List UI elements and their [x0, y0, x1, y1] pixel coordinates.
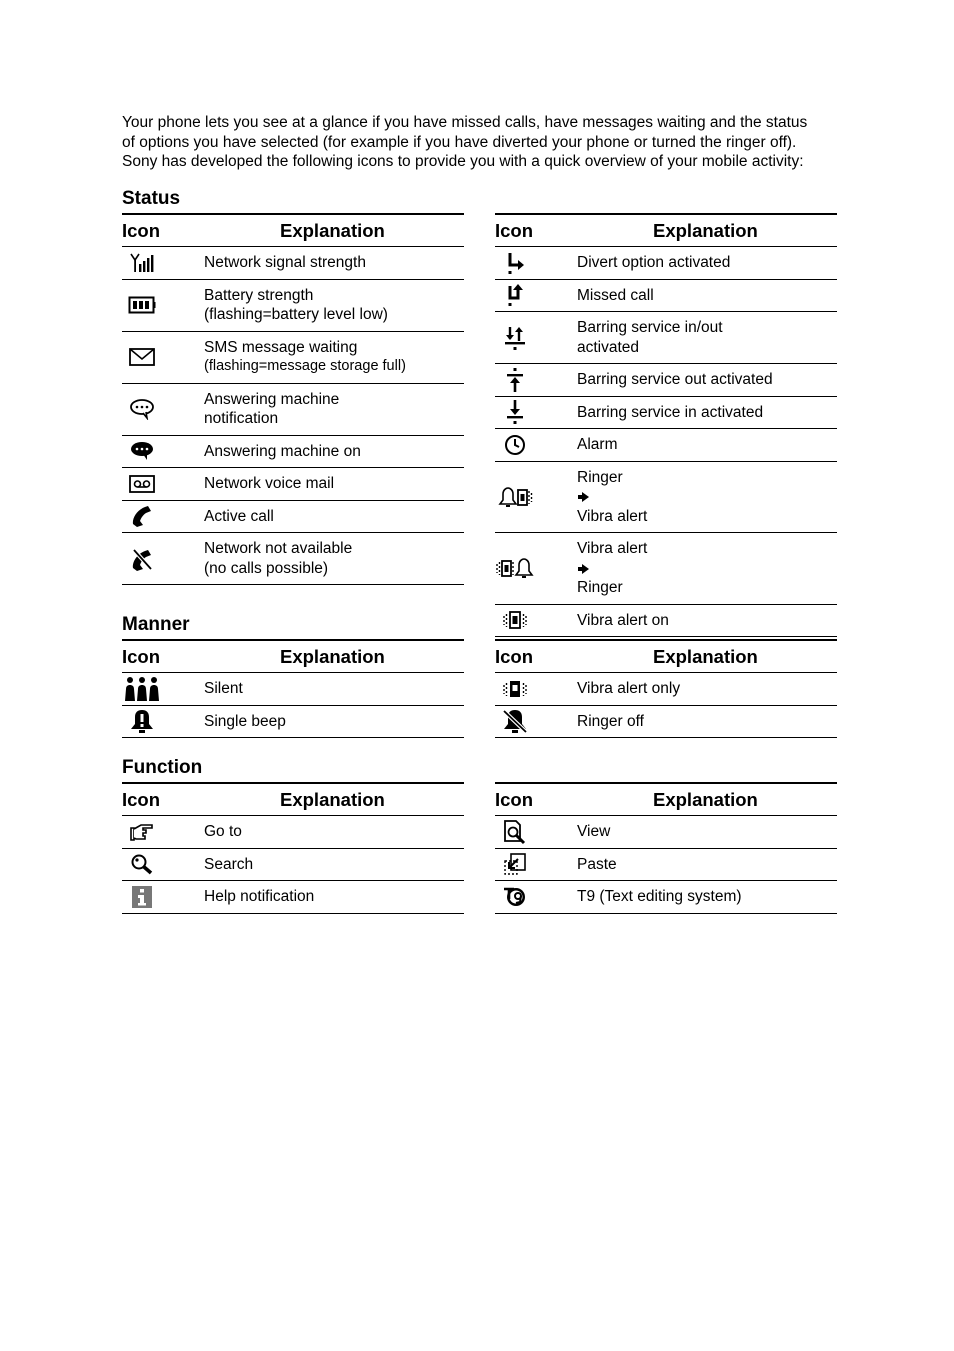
column-header-icon: Icon	[495, 640, 577, 673]
table-row	[495, 312, 837, 364]
table-row	[122, 247, 464, 280]
explanation-text: activated	[577, 338, 640, 356]
explanation-text: Network voice mail	[204, 475, 335, 492]
voicemail-icon	[122, 474, 162, 494]
t9-icon	[495, 885, 535, 909]
battery-icon	[122, 295, 162, 315]
view-document-icon	[495, 819, 535, 845]
function-table-right	[495, 782, 837, 914]
barring-out-icon	[495, 367, 535, 393]
barring-in-icon	[495, 399, 535, 425]
column-header-icon: Icon	[495, 214, 577, 247]
phone-crossed-icon	[122, 546, 162, 572]
table-row	[495, 604, 837, 637]
status-table-right	[495, 213, 837, 637]
explanation-text: Vibra alert only	[577, 680, 681, 697]
magnifier-icon	[122, 853, 162, 875]
phone-handset-icon	[122, 504, 162, 528]
table-row	[495, 461, 837, 533]
explanation-text: Go to	[204, 823, 242, 840]
explanation-text: Missed call	[577, 286, 654, 304]
explanation-text: Vibra alert Ringer	[577, 540, 648, 596]
section-title-status: Status	[122, 188, 181, 209]
paste-icon	[495, 852, 535, 876]
ringer-off-icon	[495, 708, 535, 734]
ringer-vibra-icon	[495, 485, 535, 509]
column-header-explanation: Explanation	[204, 214, 464, 247]
vibra-only-icon	[495, 677, 535, 701]
missed-call-icon	[495, 283, 535, 307]
single-beep-bell-icon	[122, 708, 162, 734]
table-row	[122, 816, 464, 849]
manner-table-left	[122, 639, 464, 738]
table-row	[495, 881, 837, 914]
column-header-explanation: Explanation	[577, 640, 837, 673]
pointing-hand-icon	[122, 821, 162, 843]
function-table-left	[122, 782, 464, 914]
vibra-ringer-icon	[495, 556, 535, 580]
column-header-icon: Icon	[122, 783, 204, 816]
intro-paragraph	[122, 113, 842, 172]
explanation-text: Battery strength	[204, 286, 314, 304]
table-row	[122, 848, 464, 881]
speech-bubble-filled-icon	[122, 440, 162, 462]
column-header-explanation: Explanation	[204, 640, 464, 673]
intro-line: of options you have selected (for example if you have diverted your phone or turned the ringer off).	[122, 133, 797, 151]
column-header-icon: Icon	[122, 214, 204, 247]
section-title-manner: Manner	[122, 614, 190, 635]
arrow-right-icon	[582, 564, 589, 574]
table-row	[122, 435, 464, 468]
intro-line: Your phone lets you see at a glance if you have missed calls, have messages waiting and the status	[122, 114, 808, 131]
divert-icon	[495, 251, 535, 275]
explanation-text: Silent	[204, 680, 243, 697]
signal-strength-icon	[122, 252, 162, 274]
column-header-explanation: Explanation	[204, 783, 464, 816]
explanation-text: Barring service in activated	[577, 403, 764, 421]
explanation-text: Paste	[577, 855, 617, 873]
explanation-text: Barring service in/out	[577, 319, 723, 336]
section-title-function: Function	[122, 757, 203, 778]
arrow-right-icon	[582, 492, 589, 502]
intro-line: Sony has developed the following icons to provide you with a quick overview of your mobile activity:	[122, 153, 804, 170]
column-header-icon: Icon	[122, 640, 204, 673]
explanation-text: SMS message waiting	[204, 338, 358, 356]
table-row	[122, 500, 464, 533]
table-row	[122, 468, 464, 501]
info-icon	[122, 885, 162, 909]
column-header-explanation: Explanation	[577, 214, 837, 247]
table-row	[122, 279, 464, 331]
alarm-clock-icon	[495, 433, 535, 457]
table-row	[495, 279, 837, 312]
explanation-text: Ringer Vibra alert	[577, 468, 648, 525]
barring-in-out-icon	[495, 325, 535, 351]
status-table-left	[122, 213, 464, 585]
explanation-text: Vibra alert on	[577, 611, 669, 629]
vibra-icon	[495, 608, 535, 632]
explanation-text: Network not available	[204, 540, 353, 557]
table-row	[495, 848, 837, 881]
explanation-text: Barring service out activated	[577, 371, 773, 388]
table-row	[495, 533, 837, 605]
envelope-icon	[122, 347, 162, 367]
explanation-text: Help notification	[204, 888, 315, 905]
manner-table-right	[495, 639, 837, 738]
explanation-text: Single beep	[204, 712, 286, 730]
explanation-text: (no calls possible)	[204, 559, 329, 577]
explanation-text: View	[577, 823, 611, 840]
table-row	[495, 247, 837, 280]
table-row	[495, 705, 837, 738]
column-header-icon: Icon	[495, 783, 577, 816]
table-row	[122, 673, 464, 706]
explanation-text: Answering machine on	[204, 442, 361, 460]
table-row	[495, 396, 837, 429]
explanation-text: Divert option activated	[577, 254, 731, 271]
table-row	[122, 533, 464, 585]
explanation-text: Network signal strength	[204, 254, 366, 271]
table-row	[495, 816, 837, 849]
table-row	[122, 331, 464, 383]
explanation-text: T9 (Text editing system)	[577, 888, 742, 905]
explanation-text: (flashing=message storage full)	[204, 358, 406, 374]
explanation-text: Search	[204, 855, 254, 873]
silent-people-icon	[122, 676, 162, 702]
table-row	[122, 705, 464, 738]
explanation-text: (flashing=battery level low)	[204, 306, 388, 323]
explanation-text: Active call	[204, 507, 274, 525]
speech-bubble-outline-icon	[122, 398, 162, 420]
explanation-text: Answering machine	[204, 390, 340, 408]
table-row	[122, 881, 464, 914]
explanation-text: Alarm	[577, 436, 618, 453]
table-row	[495, 429, 837, 462]
table-row	[122, 383, 464, 435]
explanation-text: Ringer off	[577, 712, 644, 730]
table-row	[495, 364, 837, 397]
table-row	[495, 673, 837, 706]
explanation-text: notification	[204, 410, 279, 427]
column-header-explanation: Explanation	[577, 783, 837, 816]
